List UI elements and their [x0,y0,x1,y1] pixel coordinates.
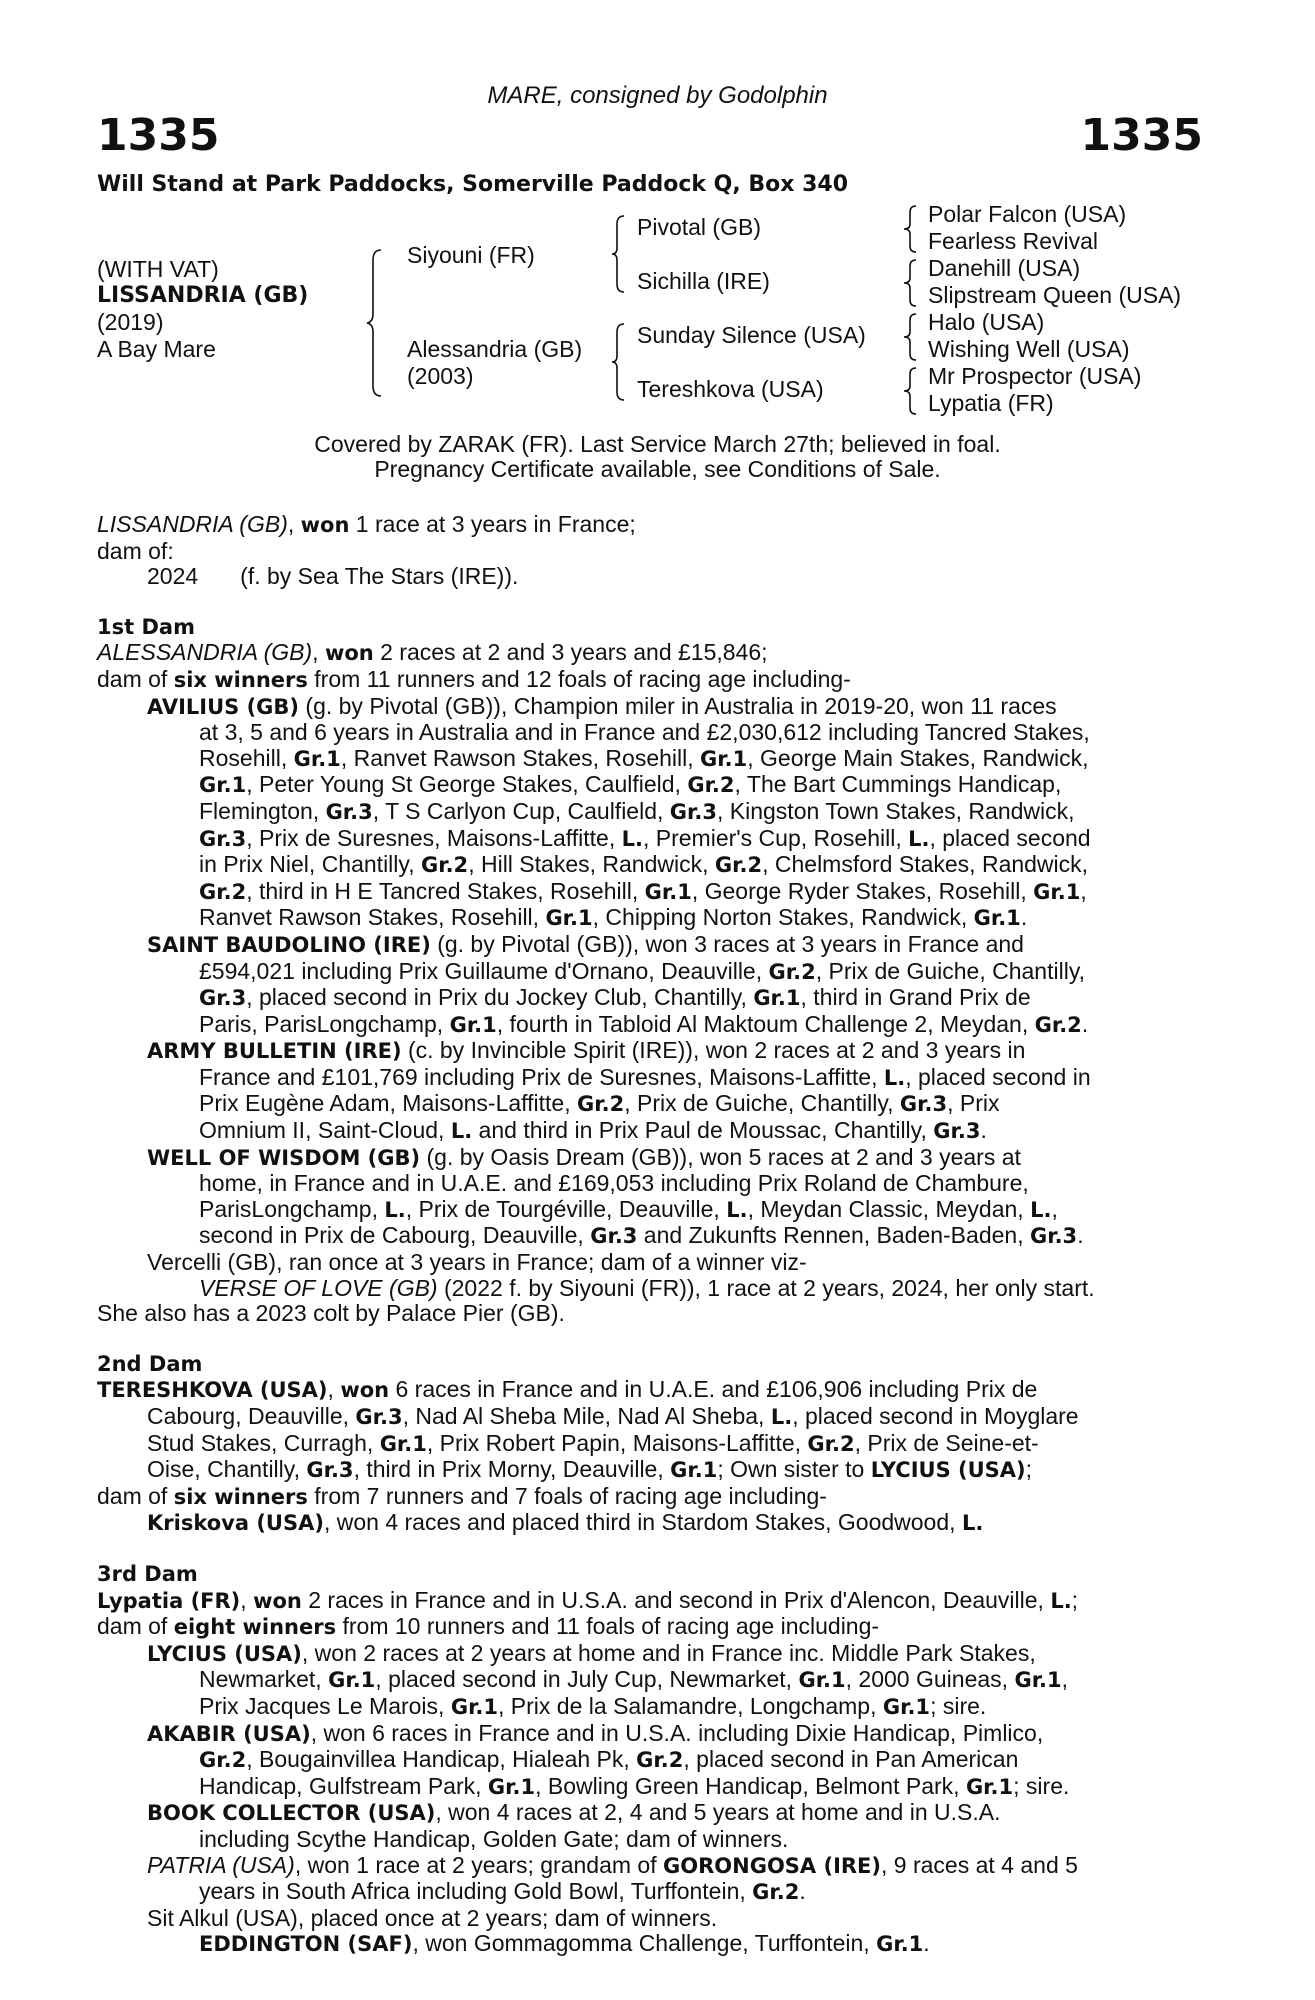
grade: L. [883,1065,906,1090]
t: dam of [97,1613,174,1640]
t: , George Ryder Stakes, Rosehill, [691,877,1034,904]
grade: Gr.1 [700,746,748,771]
well-line-4 [97,1223,1203,1250]
t: , Prix de Seine-et- [854,1429,1039,1456]
grade: Gr.1 [487,1774,536,1799]
grade: L. [726,1197,748,1222]
t: , won 2 races at 2 years at home and in France inc. Middle Park Stakes, [301,1639,1036,1666]
intro-line: LISSANDRIA (GB), won 1 race at 3 years in France; [97,511,636,537]
t: . [923,1930,930,1957]
grade: Gr.3 [355,1405,403,1429]
t: , placed second in July Cup, Newmarket, [375,1666,799,1693]
grade: Gr.2 [687,773,735,798]
t: , Chipping Norton Stakes, Randwick, [592,904,974,931]
won-label: won [253,1588,302,1613]
grade: Gr.1 [973,906,1021,931]
t: Prix Eugène Adam, Maisons-Laffitte, [199,1090,577,1117]
verse-line [97,1276,1203,1302]
t: , Bougainvillea Handicap, Hialeah Pk, [246,1746,637,1773]
avilius-line-4 [97,772,1203,799]
won-label: won [324,641,374,666]
gg-2: Fearless Revival [928,228,1098,254]
t: Omnium II, Saint-Cloud, [199,1117,451,1144]
t: , The Bart Cummings Handicap, [734,771,1062,798]
sep: , [312,639,325,666]
t: , Kingston Town Stakes, Randwick, [716,797,1075,824]
well-line-3 [97,1197,1203,1224]
t: , [1080,877,1087,904]
akabir-line-2 [97,1747,1203,1774]
first-dam-name: ALESSANDRIA (GB) [97,639,313,666]
grade: L. [961,1511,984,1536]
t: ; Own sister to [717,1456,871,1483]
covered-line-1: Covered by ZARAK (FR). Last Service March 27th; believed in foal. [314,431,1001,457]
kriskova-line [97,1510,1203,1537]
t: , Hill Stakes, Randwick, [468,851,715,878]
gg-4: Slipstream Queen (USA) [928,282,1182,308]
dam-dam: Tereshkova (USA) [637,376,824,402]
gg-5: Halo (USA) [928,309,1045,335]
t: , Prix Robert Papin, Maisons-Laffitte, [426,1429,808,1456]
grade: Gr.3 [199,826,247,851]
grade: Gr.2 [768,959,816,984]
well-line-1 [97,1145,1203,1172]
gg-7: Mr Prospector (USA) [928,363,1142,389]
sire-dam: Sichilla (IRE) [637,268,770,294]
grade: Gr.3 [306,1458,354,1483]
avilius-line-1 [97,694,1203,721]
avilius-line-9 [97,905,1203,932]
second-dam-line-2 [97,1404,1203,1431]
saint-line-2 [97,959,1203,986]
third-dam-line-1 [97,1588,1203,1615]
t: , Prix de Tourgéville, Deauville, [405,1195,727,1222]
t: , won 4 races and placed third in Stardom Stakes, Goodwood, [323,1509,962,1536]
grade: Gr.1 [450,1694,499,1719]
t: and third in Prix Paul de Moussac, Chantilly, [472,1117,934,1144]
horse-name-verse-of-love: VERSE OF LOVE (GB) [199,1274,438,1301]
gg-3: Danehill (USA) [928,255,1081,281]
produce-year: 2024 [147,563,199,590]
t: , placed second in Moyglare [792,1403,1079,1429]
lot-number-right: 1335 [1080,110,1203,161]
t: , 2000 Guineas, [845,1666,1015,1693]
lycius-line-1 [97,1641,1203,1668]
grade: Gr.3 [669,799,717,824]
grade: Gr.3 [199,986,247,1011]
catalogue-body [97,512,1203,1958]
t: (2022 f. by Siyouni (FR)), 1 race at 2 years, 2024, her only start. [437,1274,1095,1301]
first-dam-heading: 1st Dam [97,614,195,639]
dam: Alessandria (GB) [407,336,583,362]
army-line-2 [97,1065,1203,1092]
grade: Gr.1 [798,1668,846,1693]
t: , won 1 race at 2 years; grandam of [294,1851,664,1878]
won-label: won [340,1378,390,1403]
vercelli-line: Vercelli (GB), ran once at 3 years in France; dam of a winner viz- [147,1249,807,1276]
grade: Gr.1 [199,773,247,798]
horse-name-eddington: EDDINGTON (SAF) [199,1932,413,1957]
grade: Gr.1 [965,1774,1014,1799]
first-dam-line-1 [97,640,1203,667]
horse-name-akabir: AKABIR (USA) [147,1721,311,1746]
second-dam-line-4 [97,1457,1203,1484]
grade: Gr.3 [325,799,373,824]
t: (g. by Pivotal (GB)), won 3 races at 3 years in France and [430,930,1024,957]
t: Ranvet Rawson Stakes, Rosehill, [199,904,546,931]
lot-number-left: 1335 [97,110,220,161]
grade: Gr.2 [199,879,247,904]
saint-line-1 [97,932,1203,959]
intro-dam-of: dam of: [97,537,174,564]
gg-8: Lypatia (FR) [928,390,1054,416]
sep: , [327,1376,341,1403]
grade: L. [1050,1588,1072,1613]
bracket-sire [612,214,628,294]
t: , Premier's Cup, Rosehill, [642,824,909,851]
t: (c. by Invincible Spirit (IRE)), won 2 races at 2 and 3 years in [401,1037,1026,1064]
third-dam-name: Lypatia (FR) [97,1588,241,1613]
grade: Gr.3 [933,1119,981,1144]
t: dam of [97,665,174,692]
t: , placed second [929,824,1091,851]
t: ; sire. [1013,1772,1070,1799]
grade: Gr.2 [807,1431,855,1456]
horse-name-well-of-wisdom: WELL OF WISDOM (GB) [147,1145,421,1170]
grade: Gr.1 [1033,879,1081,904]
t: , Ranvet Rawson Stakes, Rosehill, [340,744,701,771]
grade: Gr.1 [882,1694,931,1719]
avilius-line-7 [97,852,1203,879]
winners-count: six winners [173,667,308,692]
t: ; sire. [930,1692,987,1719]
grade: L. [450,1119,473,1144]
second-dam-name: TERESHKOVA (USA) [97,1378,328,1403]
bracket-g3 [902,312,920,362]
t: ; [1025,1456,1033,1483]
grade: Gr.2 [714,853,763,878]
avilius-line-6 [97,826,1203,853]
t: , Nad Al Sheba Mile, Nad Al Sheba, [402,1403,771,1429]
intro-text: 1 race at 3 years in France; [349,511,636,537]
t: , Meydan Classic, Meydan, [747,1195,1031,1222]
well-line-2: home, in France and in U.A.E. and £169,053 including Prix Roland de Chambure, [199,1170,1029,1197]
covered-note [0,432,1315,482]
book-line-2: including Scythe Handicap, Golden Gate; dam of winners. [199,1825,789,1852]
bracket-main [367,248,387,398]
t: dam of [97,1482,174,1509]
covered-line-2: Pregnancy Certificate available, see Conditions of Sale. [374,456,941,482]
army-line-3 [97,1091,1203,1118]
t: in Prix Niel, Chantilly, [199,851,421,878]
horse-name-lycius: LYCIUS (USA) [870,1458,1026,1483]
t: , third in H E Tancred Stakes, Rosehill, [246,877,645,904]
t: Handicap, Gulfstream Park, [199,1772,488,1799]
t: Newmarket, [199,1666,329,1693]
stand-location: Will Stand at Park Paddocks, Somerville Paddock Q, Box 340 [97,172,849,197]
grade: Gr.3 [899,1092,948,1117]
bracket-g4 [902,366,920,416]
t: , Chelmsford Stakes, Randwick, [762,851,1089,878]
horse-name: LISSANDRIA (GB) [97,283,309,308]
horse-name-kriskova: Kriskova (USA) [147,1511,324,1536]
horse-name-gorongosa: GORONGOSA (IRE) [663,1853,882,1878]
first-dam-text: 2 races at 2 and 3 years and £15,846; [373,639,768,666]
t: France and £101,769 including Prix de Suresnes, Maisons-Laffitte, [199,1063,884,1090]
consignment-line: MARE, consigned by Godolphin [487,82,828,109]
grade: Gr.1 [876,1932,924,1957]
patria-line-1 [97,1853,1203,1880]
t: , Prix [947,1090,1000,1117]
bracket-g2 [902,258,920,308]
horse-description: A Bay Mare [97,336,216,362]
grade: Gr.3 [1029,1224,1078,1249]
t: . [980,1117,987,1144]
t: , placed second in [905,1063,1091,1090]
book-line-1 [97,1800,1203,1827]
t: Paris, ParisLongchamp, [199,1010,450,1037]
eddington-line [97,1931,1203,1958]
second-dam-line-5 [97,1484,1203,1511]
third-dam-line-2 [97,1614,1203,1641]
t: , third in Grand Prix de [800,984,1031,1011]
second-dam-line-1 [97,1377,1203,1404]
grade: Gr.1 [1014,1668,1062,1693]
t: (g. by Oasis Dream (GB)), won 5 races at 2 and 3 years at [420,1143,1021,1170]
produce-text: (f. by Sea The Stars (IRE)). [240,563,519,590]
patria-line-2 [97,1879,1203,1906]
horse-name-army-bulletin: ARMY BULLETIN (IRE) [147,1039,402,1064]
grade: L. [1030,1197,1052,1222]
grade: Gr.2 [1034,1012,1082,1037]
t: second in Prix de Cabourg, Deauville, [199,1222,591,1249]
t: , Peter Young St George Stakes, Caulfield, [246,771,688,798]
t: , [1051,1195,1058,1222]
grade: Gr.2 [752,1880,800,1905]
first-dam-line-2 [97,667,1203,694]
grade: Gr.2 [577,1092,625,1117]
t: from 10 runners and 11 foals of racing age including- [336,1613,880,1640]
t: . [1081,1010,1089,1037]
t: , won Gommagomma Challenge, Turffontein, [412,1930,877,1957]
t: years in South Africa including Gold Bowl, Turffontein, [199,1878,753,1905]
horse-name-book-collector: BOOK COLLECTOR (USA) [147,1801,436,1826]
army-line-1 [97,1038,1203,1065]
avilius-line-5 [97,799,1203,826]
t: (g. by Pivotal (GB)), Champion miler in Australia in 2019-20, won 11 races [299,692,1057,719]
avilius-line-3 [97,746,1203,773]
bracket-g1 [902,204,920,254]
horse-name-saint-baudolino: SAINT BAUDOLINO (IRE) [147,932,431,957]
t: 2 races in France and in U.S.A. and second in Prix d'Alencon, Deauville, [301,1586,1051,1613]
horse-name-avilius: AVILIUS (GB) [147,694,300,719]
t: ; [1071,1586,1079,1613]
sit-alkul-line: Sit Alkul (USA), placed once at 2 years; dam of winners. [147,1904,718,1931]
lycius-line-3 [97,1694,1203,1721]
grade: Gr.1 [379,1431,427,1456]
t: , placed second in Pan American [683,1746,1019,1773]
grade: Gr.1 [753,986,801,1011]
grade: Gr.2 [199,1748,247,1773]
grade: Gr.2 [420,853,469,878]
third-dam-heading: 3rd Dam [97,1561,198,1586]
t: , George Main Stakes, Randwick, [747,744,1089,771]
grade: Gr.1 [644,879,692,904]
t: , Prix de Guiche, Chantilly, [815,957,1085,984]
grade: Gr.1 [328,1668,376,1693]
also-line: She also has a 2023 colt by Palace Pier (GB). [97,1300,565,1327]
t: , Prix de Guiche, Chantilly, [624,1090,900,1117]
grade: Gr.3 [590,1224,638,1249]
t: from 7 runners and 7 foals of racing age including- [307,1482,827,1509]
sep: , [240,1586,254,1613]
t: . [1020,904,1028,931]
t: £594,021 including Prix Guillaume d'Ornano, Deauville, [199,957,769,984]
akabir-line-3 [97,1774,1203,1801]
t: 6 races in France and in U.A.E. and £106,906 including Prix de [389,1376,1038,1403]
grade: Gr.1 [449,1012,497,1037]
horse-name-patria: PATRIA (USA) [147,1851,295,1878]
t: Rosehill, [199,744,294,771]
t: Cabourg, Deauville, [147,1403,356,1429]
t: , placed second in Prix du Jockey Club, Chantilly, [246,984,754,1011]
saint-line-4 [97,1012,1203,1039]
t: , third in Prix Morny, Deauville, [353,1456,671,1483]
t: , 9 races at 4 and 5 [881,1851,1078,1878]
t: , Bowling Green Handicap, Belmont Park, [535,1772,966,1799]
avilius-line-8 [97,879,1203,906]
grade: L. [908,826,930,851]
horse-year: (2019) [97,309,164,335]
t: , won 6 races in France and in U.S.A. including Dixie Handicap, Pimlico, [310,1719,1044,1746]
t: Flemington, [199,797,326,824]
gg-1: Polar Falcon (USA) [928,201,1127,227]
winners-count: eight winners [173,1615,337,1640]
t: , T S Carlyon Cup, Caulfield, [372,797,670,824]
winners-count: six winners [173,1484,308,1509]
dam-sire: Sunday Silence (USA) [637,322,866,348]
t: . [799,1878,806,1905]
second-dam-heading: 2nd Dam [97,1351,203,1376]
t: , fourth in Tabloid Al Maktoum Challenge 2, Meydan, [496,1010,1035,1037]
grade: Gr.1 [670,1458,718,1483]
produce-line [97,564,1203,590]
army-line-4 [97,1118,1203,1145]
avilius-line-2: at 3, 5 and 6 years in Australia and in France and £2,030,612 including Tancred Stakes, [199,719,1090,746]
won-label: won [300,513,350,537]
horse-name-lycius: LYCIUS (USA) [147,1641,302,1666]
t: Oise, Chantilly, [147,1456,307,1483]
vat-note: (WITH VAT) [97,256,219,282]
grade: L. [384,1197,406,1222]
second-dam-line-3 [97,1431,1203,1458]
t: ParisLongchamp, [199,1195,385,1222]
t: Stud Stakes, Curragh, [147,1429,380,1456]
dam-year: (2003) [407,363,474,389]
sire-sire: Pivotal (GB) [637,214,761,240]
grade: L. [770,1405,793,1429]
gg-6: Wishing Well (USA) [928,336,1130,362]
t: from 11 runners and 12 foals of racing age including- [307,665,851,692]
t: , [1061,1666,1069,1693]
akabir-line-1 [97,1721,1203,1748]
grade: Gr.1 [293,746,341,771]
t: . [1077,1222,1084,1249]
t: , Prix de la Salamandre, Longchamp, [498,1692,883,1719]
grade: Gr.2 [636,1748,684,1773]
bracket-dam [612,322,628,402]
t: , won 4 races at 2, 4 and 5 years at home and in U.S.A. [435,1799,1001,1826]
t: Prix Jacques Le Marois, [199,1692,451,1719]
t: , Prix de Suresnes, Maisons-Laffitte, [246,824,622,851]
t: and Zukunfts Rennen, Baden-Baden, [637,1222,1030,1249]
lycius-line-2 [97,1667,1203,1694]
grade: L. [621,826,643,851]
grade: Gr.1 [545,906,593,931]
sire: Siyouni (FR) [407,242,535,268]
intro-name: LISSANDRIA (GB) [97,511,288,537]
saint-line-3 [97,985,1203,1012]
